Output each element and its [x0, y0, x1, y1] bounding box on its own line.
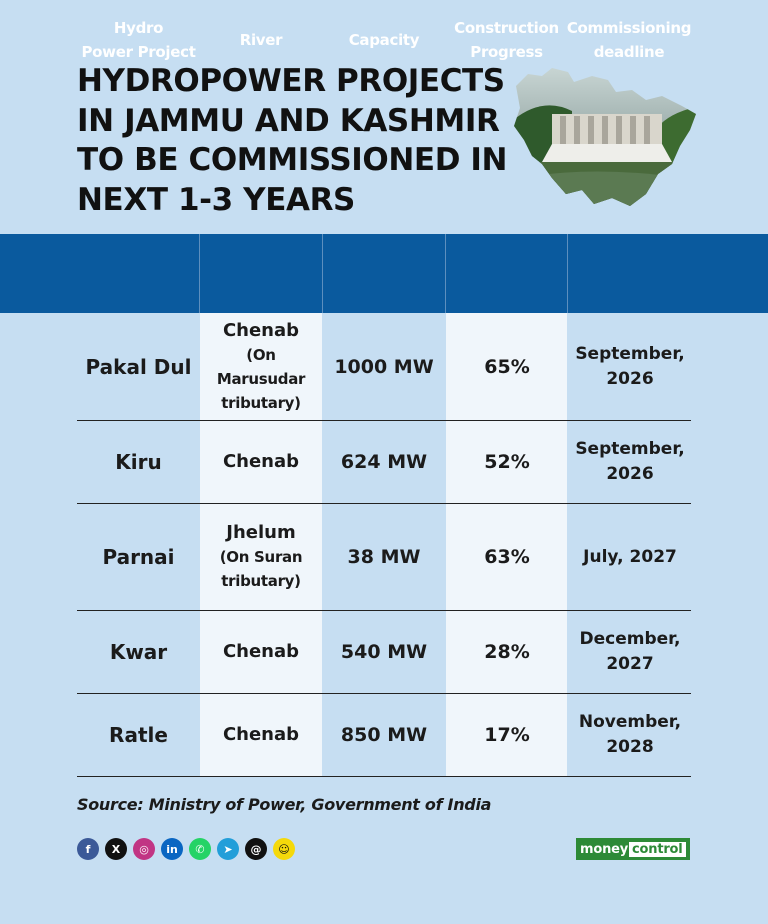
cell-river: [200, 504, 322, 610]
title-line-2: IN JAMMU AND KASHMIR: [77, 102, 500, 139]
header-capacity: Capacity: [348, 30, 420, 49]
moneycontrol-logo: money control: [576, 838, 690, 860]
kashmir-dam-map-illustration: [512, 66, 700, 208]
cell-deadline: September, 2026: [575, 343, 685, 389]
cell-capacity: 540 MW: [340, 641, 428, 663]
table-row: [77, 504, 691, 611]
river-name: Chenab: [222, 319, 300, 341]
river-name: Jhelum: [226, 522, 296, 543]
cell-project: Parnai: [102, 545, 175, 569]
table-row: [77, 313, 691, 421]
social-icons: [77, 838, 295, 860]
telegram-icon[interactable]: ➤: [217, 838, 239, 860]
whatsapp-icon[interactable]: ✆: [189, 838, 211, 860]
river-note: (On Marusudar tributary): [216, 345, 306, 412]
header-divider: [567, 234, 568, 313]
snapchat-icon[interactable]: ☺: [273, 838, 295, 860]
river-name: Chenab: [222, 641, 300, 662]
cell-progress: 65%: [484, 355, 530, 378]
x-icon[interactable]: X: [105, 838, 127, 860]
header-divider: [199, 234, 200, 313]
threads-icon[interactable]: @: [245, 838, 267, 860]
cell-progress: 52%: [484, 451, 530, 473]
cell-capacity: 624 MW: [340, 451, 428, 473]
cell-project: Pakal Dul: [85, 354, 192, 379]
cell-capacity: 38 MW: [347, 546, 421, 568]
cell-project: Kwar: [109, 640, 168, 664]
cell-capacity: 850 MW: [340, 724, 428, 746]
cell-progress: 63%: [484, 546, 530, 568]
header-project: Hydro Power Project: [81, 18, 196, 61]
river-name: Chenab: [222, 451, 300, 472]
header-deadline: Commissioning deadline: [566, 18, 692, 61]
header-river: River: [239, 30, 283, 49]
table-row: [77, 421, 691, 504]
cell-river: [200, 611, 322, 693]
header-divider: [445, 234, 446, 313]
table-header-bar: [0, 234, 768, 313]
header-divider: [322, 234, 323, 313]
cell-project: Ratle: [109, 723, 168, 747]
cell-deadline: December, 2027: [579, 629, 681, 674]
cell-river: [200, 421, 322, 503]
cell-deadline: September, 2026: [575, 439, 685, 484]
title-line-1: HYDROPOWER PROJECTS: [77, 63, 505, 99]
cell-river: [200, 313, 322, 420]
page-title: [77, 62, 517, 220]
table-row: [77, 611, 691, 694]
cell-capacity: 1000 MW: [334, 355, 434, 378]
cell-progress: 28%: [484, 641, 530, 663]
facebook-icon[interactable]: f: [77, 838, 99, 860]
instagram-icon[interactable]: ◎: [133, 838, 155, 860]
header-progress: Construction Progress: [454, 18, 559, 61]
source-note: Source: Ministry of Power, Government of India: [77, 795, 492, 814]
cell-progress: 17%: [484, 724, 530, 746]
table-row: [77, 694, 691, 777]
river-note: (On Suran tributary): [219, 548, 303, 590]
cell-project: Kiru: [115, 450, 162, 474]
cell-river: [200, 694, 322, 776]
title-line-3: TO BE COMMISSIONED IN: [77, 142, 508, 178]
river-name: Chenab: [222, 724, 300, 745]
cell-deadline: July, 2027: [583, 546, 677, 567]
cell-deadline: November, 2028: [578, 712, 682, 757]
linkedin-icon[interactable]: in: [161, 838, 183, 860]
title-line-4: NEXT 1-3 YEARS: [77, 181, 355, 218]
